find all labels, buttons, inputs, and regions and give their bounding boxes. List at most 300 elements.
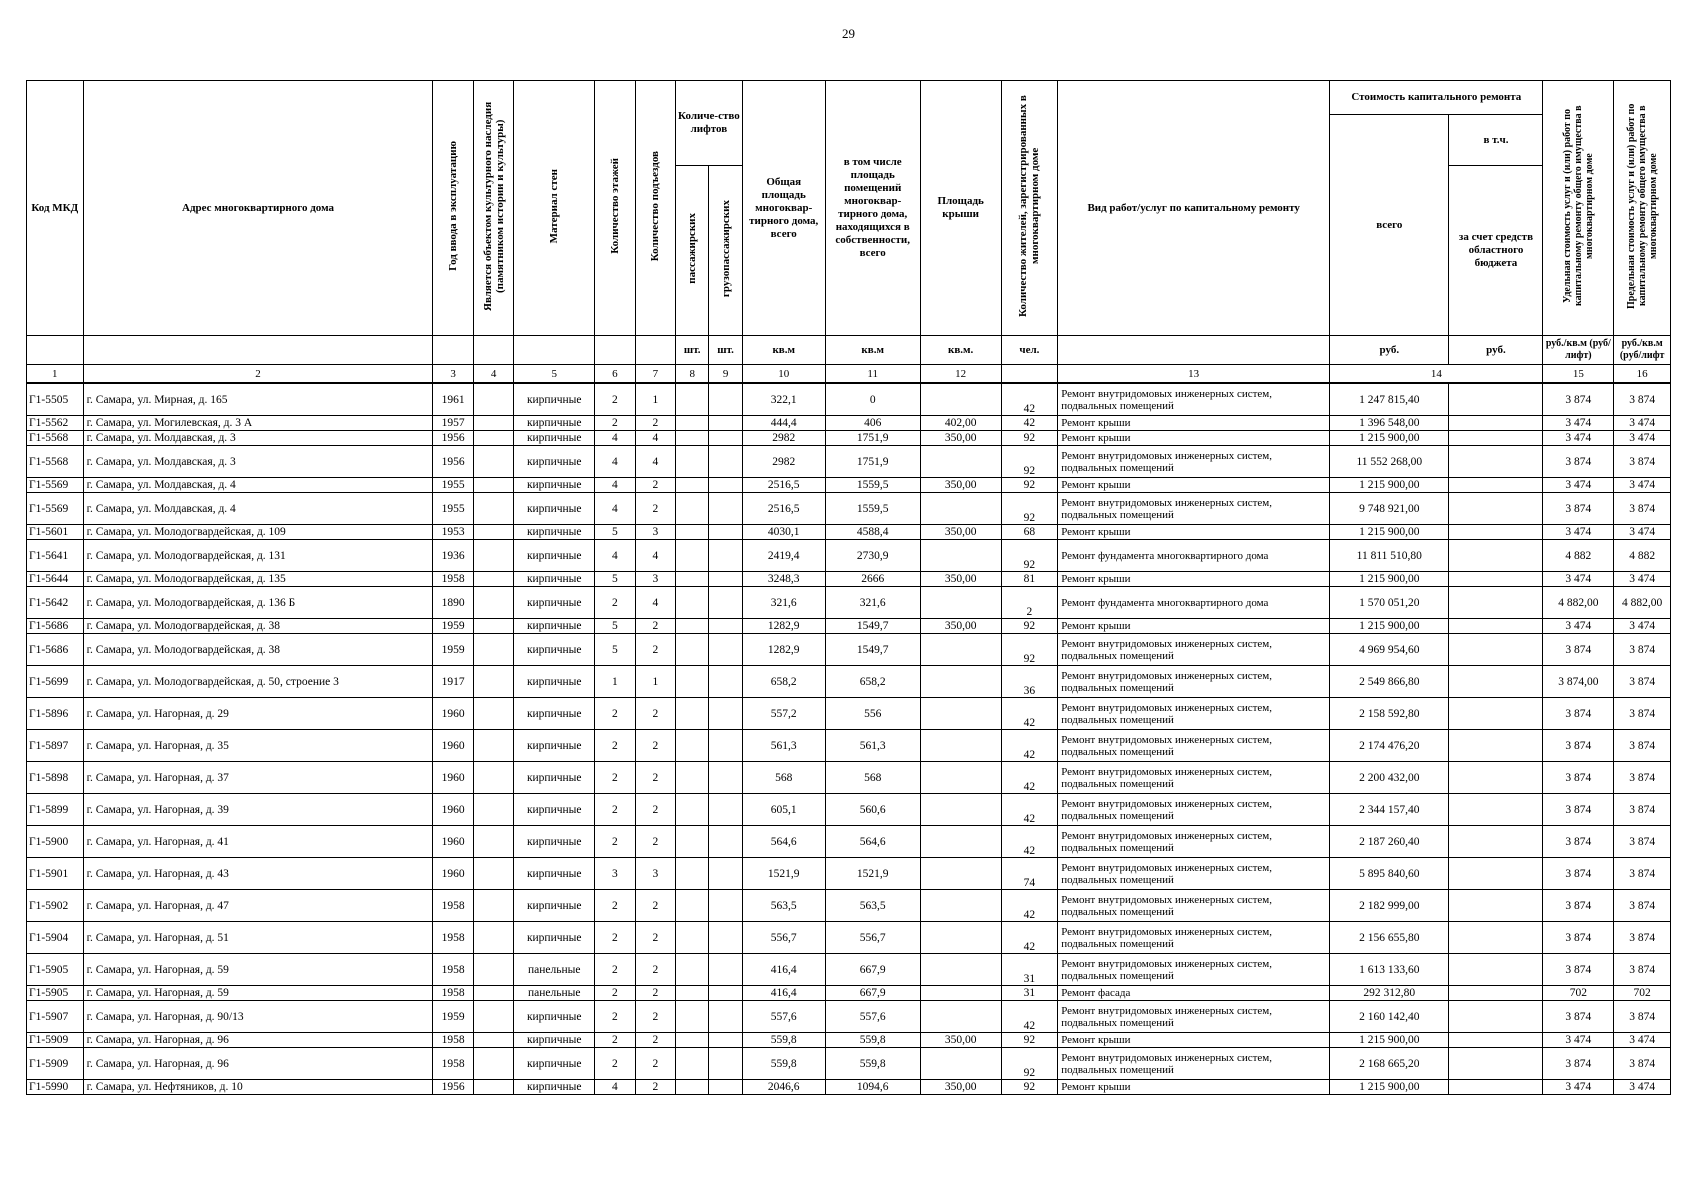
heritage-cell — [473, 446, 513, 478]
roof-area: 350,00 — [920, 619, 1001, 634]
floor-count: 3 — [595, 858, 635, 890]
max-cost: 3 874 — [1614, 698, 1671, 730]
unit-cost: 3 874 — [1543, 698, 1614, 730]
total-area: 444,4 — [742, 416, 825, 431]
cargo-lifts — [709, 1033, 742, 1048]
table-row — [27, 762, 1671, 794]
table-row — [27, 634, 1671, 666]
repair-cost-total: 1 613 133,60 — [1330, 954, 1449, 986]
residents-count: 74 — [1001, 858, 1058, 890]
total-area: 563,5 — [742, 890, 825, 922]
commission-year: 1960 — [433, 826, 473, 858]
passenger-lifts — [676, 478, 709, 493]
header-residents: Количество жителей, зарегистрированных в многоквартирном доме — [1017, 95, 1042, 317]
regional-budget — [1449, 666, 1543, 698]
max-cost: 3 874 — [1614, 1001, 1671, 1033]
mkd-address: г. Самара, ул. Нагорная, д. 96 — [83, 1048, 433, 1080]
wall-material: кирпичные — [514, 619, 595, 634]
passenger-lifts — [676, 986, 709, 1001]
repair-cost-total: 9 748 921,00 — [1330, 493, 1449, 525]
residents-count: 92 — [1001, 446, 1058, 478]
max-cost: 3 474 — [1614, 619, 1671, 634]
heritage-cell — [473, 634, 513, 666]
unit-residents: чел. — [1001, 336, 1058, 365]
mkd-code: Г1-5902 — [27, 890, 84, 922]
total-area: 321,6 — [742, 587, 825, 619]
floor-count: 2 — [595, 730, 635, 762]
column-number: 5 — [514, 365, 595, 384]
header-cost-total: всего — [1330, 115, 1449, 336]
unit-cost: 3 874,00 — [1543, 666, 1614, 698]
regional-budget — [1449, 858, 1543, 890]
max-cost: 3 874 — [1614, 858, 1671, 890]
residents-count: 42 — [1001, 890, 1058, 922]
entrance-count: 2 — [635, 922, 675, 954]
cargo-lifts — [709, 431, 742, 446]
total-area: 1521,9 — [742, 858, 825, 890]
residents-count: 92 — [1001, 619, 1058, 634]
wall-material: кирпичные — [514, 572, 595, 587]
mkd-address: г. Самара, ул. Молдавская, д. 3 — [83, 431, 433, 446]
entrance-count: 4 — [635, 446, 675, 478]
heritage-cell — [473, 858, 513, 890]
mkd-code: Г1-5990 — [27, 1080, 84, 1095]
wall-material: кирпичные — [514, 446, 595, 478]
wall-material: панельные — [514, 954, 595, 986]
mkd-code: Г1-5568 — [27, 431, 84, 446]
entrance-count: 2 — [635, 619, 675, 634]
commission-year: 1959 — [433, 619, 473, 634]
cargo-lifts — [709, 540, 742, 572]
unit-cost: 3 874 — [1543, 858, 1614, 890]
total-area: 559,8 — [742, 1048, 825, 1080]
repair-cost-total: 1 215 900,00 — [1330, 1080, 1449, 1095]
heritage-cell — [473, 1048, 513, 1080]
floor-count: 2 — [595, 762, 635, 794]
repair-cost-total: 2 187 260,40 — [1330, 826, 1449, 858]
unit-cost: 3 874 — [1543, 826, 1614, 858]
header-lifts: Количе-ство лифтов — [676, 81, 743, 166]
max-cost: 3 874 — [1614, 794, 1671, 826]
total-area: 2982 — [742, 446, 825, 478]
total-area: 556,7 — [742, 922, 825, 954]
cargo-lifts — [709, 922, 742, 954]
mkd-address: г. Самара, ул. Нагорная, д. 59 — [83, 986, 433, 1001]
passenger-lifts — [676, 794, 709, 826]
column-number: 9 — [709, 365, 742, 384]
regional-budget — [1449, 572, 1543, 587]
work-type: Ремонт крыши — [1058, 431, 1330, 446]
wall-material: панельные — [514, 986, 595, 1001]
header-roof-area: Площадь крыши — [920, 81, 1001, 336]
unit-cost: 3 474 — [1543, 431, 1614, 446]
table-row — [27, 478, 1671, 493]
mkd-code: Г1-5601 — [27, 525, 84, 540]
table-row — [27, 666, 1671, 698]
work-type: Ремонт крыши — [1058, 619, 1330, 634]
unit-cost: 4 882 — [1543, 540, 1614, 572]
header-walls: Материал стен — [548, 168, 561, 244]
roof-area — [920, 446, 1001, 478]
entrance-count: 2 — [635, 730, 675, 762]
unit-cost: 3 874 — [1543, 493, 1614, 525]
table-row — [27, 619, 1671, 634]
work-type: Ремонт внутридомовых инженерных систем, подвальных помещений — [1058, 858, 1330, 890]
residents-count: 31 — [1001, 986, 1058, 1001]
header-lifts-cargo: грузопассажирских — [719, 199, 732, 298]
wall-material: кирпичные — [514, 634, 595, 666]
table-row — [27, 1080, 1671, 1095]
passenger-lifts — [676, 572, 709, 587]
roof-area — [920, 762, 1001, 794]
mkd-code: Г1-5899 — [27, 794, 84, 826]
table-row — [27, 826, 1671, 858]
commission-year: 1960 — [433, 730, 473, 762]
wall-material: кирпичные — [514, 826, 595, 858]
total-area: 3248,3 — [742, 572, 825, 587]
mkd-code: Г1-5642 — [27, 587, 84, 619]
regional-budget — [1449, 826, 1543, 858]
cargo-lifts — [709, 730, 742, 762]
unit-cost: 3 874 — [1543, 634, 1614, 666]
owned-area: 564,6 — [825, 826, 920, 858]
commission-year: 1960 — [433, 858, 473, 890]
passenger-lifts — [676, 493, 709, 525]
commission-year: 1955 — [433, 493, 473, 525]
work-type: Ремонт внутридомовых инженерных систем, подвальных помещений — [1058, 666, 1330, 698]
owned-area: 1549,7 — [825, 634, 920, 666]
table-row — [27, 1048, 1671, 1080]
heritage-cell — [473, 922, 513, 954]
mkd-address: г. Самара, ул. Нагорная, д. 96 — [83, 1033, 433, 1048]
wall-material: кирпичные — [514, 890, 595, 922]
regional-budget — [1449, 383, 1543, 416]
passenger-lifts — [676, 858, 709, 890]
passenger-lifts — [676, 416, 709, 431]
table-header — [27, 81, 1671, 384]
repair-cost-total: 2 549 866,80 — [1330, 666, 1449, 698]
owned-area: 0 — [825, 383, 920, 416]
max-cost: 3 874 — [1614, 1048, 1671, 1080]
repair-cost-total: 1 570 051,20 — [1330, 587, 1449, 619]
residents-count: 42 — [1001, 826, 1058, 858]
unit-cost: 3 474 — [1543, 478, 1614, 493]
residents-count: 92 — [1001, 431, 1058, 446]
regional-budget — [1449, 1080, 1543, 1095]
mkd-address: г. Самара, ул. Нагорная, д. 59 — [83, 954, 433, 986]
repair-cost-total: 1 215 900,00 — [1330, 478, 1449, 493]
heritage-cell — [473, 1033, 513, 1048]
roof-area: 402,00 — [920, 416, 1001, 431]
work-type: Ремонт внутридомовых инженерных систем, подвальных помещений — [1058, 954, 1330, 986]
commission-year: 1960 — [433, 794, 473, 826]
max-cost: 3 474 — [1614, 431, 1671, 446]
roof-area — [920, 858, 1001, 890]
floor-count: 4 — [595, 540, 635, 572]
unit-cost: 3 874 — [1543, 446, 1614, 478]
mkd-address: г. Самара, ул. Мирная, д. 165 — [83, 383, 433, 416]
page-number: 29 — [842, 26, 855, 41]
residents-count: 92 — [1001, 634, 1058, 666]
regional-budget — [1449, 954, 1543, 986]
passenger-lifts — [676, 540, 709, 572]
heritage-cell — [473, 1001, 513, 1033]
work-type: Ремонт внутридомовых инженерных систем, подвальных помещений — [1058, 890, 1330, 922]
header-incl: в т.ч. — [1449, 115, 1543, 166]
column-number: 15 — [1543, 365, 1614, 384]
work-type: Ремонт внутридомовых инженерных систем, подвальных помещений — [1058, 730, 1330, 762]
residents-count: 92 — [1001, 1033, 1058, 1048]
capital-repair-table — [26, 80, 1671, 1095]
repair-cost-total: 11 811 510,80 — [1330, 540, 1449, 572]
wall-material: кирпичные — [514, 794, 595, 826]
wall-material: кирпичные — [514, 666, 595, 698]
passenger-lifts — [676, 698, 709, 730]
repair-cost-total: 1 215 900,00 — [1330, 619, 1449, 634]
total-area: 1282,9 — [742, 634, 825, 666]
residents-count: 42 — [1001, 416, 1058, 431]
regional-budget — [1449, 416, 1543, 431]
total-area: 322,1 — [742, 383, 825, 416]
commission-year: 1958 — [433, 1048, 473, 1080]
table-row — [27, 922, 1671, 954]
entrance-count: 2 — [635, 954, 675, 986]
unit-cost: 3 874 — [1543, 383, 1614, 416]
commission-year: 1959 — [433, 634, 473, 666]
mkd-address: г. Самара, ул. Молодогвардейская, д. 50, строение 3 — [83, 666, 433, 698]
residents-count: 31 — [1001, 954, 1058, 986]
entrance-count: 2 — [635, 826, 675, 858]
residents-count: 92 — [1001, 540, 1058, 572]
owned-area: 1521,9 — [825, 858, 920, 890]
repair-cost-total: 2 344 157,40 — [1330, 794, 1449, 826]
header-address: Адрес многоквартирного дома — [83, 81, 433, 336]
owned-area: 559,8 — [825, 1048, 920, 1080]
mkd-code: Г1-5909 — [27, 1033, 84, 1048]
regional-budget — [1449, 698, 1543, 730]
work-type: Ремонт внутридомовых инженерных систем, подвальных помещений — [1058, 493, 1330, 525]
cargo-lifts — [709, 634, 742, 666]
entrance-count: 2 — [635, 890, 675, 922]
floor-count: 2 — [595, 1048, 635, 1080]
repair-cost-total: 2 174 476,20 — [1330, 730, 1449, 762]
floor-count: 4 — [595, 493, 635, 525]
entrance-count: 3 — [635, 858, 675, 890]
heritage-cell — [473, 587, 513, 619]
table-row — [27, 431, 1671, 446]
owned-area: 1549,7 — [825, 619, 920, 634]
roof-area — [920, 383, 1001, 416]
unit-cost: 3 474 — [1543, 1033, 1614, 1048]
entrance-count: 2 — [635, 762, 675, 794]
work-type: Ремонт крыши — [1058, 572, 1330, 587]
regional-budget — [1449, 493, 1543, 525]
table-row — [27, 1001, 1671, 1033]
header-unit-cost: Удельная стоимость услуг и (или) работ по капитальному ремонту общего имущества в многоквартирном доме — [1561, 105, 1595, 307]
cargo-lifts — [709, 762, 742, 794]
total-area: 564,6 — [742, 826, 825, 858]
roof-area — [920, 794, 1001, 826]
owned-area: 556,7 — [825, 922, 920, 954]
column-number: 16 — [1614, 365, 1671, 384]
repair-cost-total: 2 182 999,00 — [1330, 890, 1449, 922]
cargo-lifts — [709, 794, 742, 826]
table-row — [27, 986, 1671, 1001]
mkd-address: г. Самара, ул. Молдавская, д. 4 — [83, 478, 433, 493]
max-cost: 3 874 — [1614, 890, 1671, 922]
owned-area: 1751,9 — [825, 431, 920, 446]
wall-material: кирпичные — [514, 1001, 595, 1033]
heritage-cell — [473, 416, 513, 431]
roof-area — [920, 890, 1001, 922]
wall-material: кирпичные — [514, 525, 595, 540]
regional-budget — [1449, 762, 1543, 794]
owned-area: 2666 — [825, 572, 920, 587]
roof-area — [920, 1001, 1001, 1033]
cargo-lifts — [709, 493, 742, 525]
table-row — [27, 858, 1671, 890]
entrance-count: 4 — [635, 431, 675, 446]
mkd-code: Г1-5896 — [27, 698, 84, 730]
mkd-code: Г1-5909 — [27, 1048, 84, 1080]
heritage-cell — [473, 666, 513, 698]
roof-area: 350,00 — [920, 525, 1001, 540]
column-number: 11 — [825, 365, 920, 384]
regional-budget — [1449, 634, 1543, 666]
mkd-address: г. Самара, ул. Молодогвардейская, д. 135 — [83, 572, 433, 587]
regional-budget — [1449, 1048, 1543, 1080]
owned-area: 667,9 — [825, 954, 920, 986]
owned-area: 4588,4 — [825, 525, 920, 540]
mkd-code: Г1-5644 — [27, 572, 84, 587]
header-code: Код МКД — [27, 81, 84, 336]
owned-area: 561,3 — [825, 730, 920, 762]
table-row — [27, 730, 1671, 762]
unit-cost: 3 874 — [1543, 922, 1614, 954]
unit-total-area: кв.м — [742, 336, 825, 365]
roof-area: 350,00 — [920, 1033, 1001, 1048]
heritage-cell — [473, 540, 513, 572]
regional-budget — [1449, 431, 1543, 446]
floor-count: 2 — [595, 890, 635, 922]
header-lifts-passenger: пассажирских — [686, 213, 699, 284]
commission-year: 1890 — [433, 587, 473, 619]
commission-year: 1958 — [433, 922, 473, 954]
cargo-lifts — [709, 478, 742, 493]
floor-count: 5 — [595, 572, 635, 587]
table-row — [27, 383, 1671, 416]
mkd-address: г. Самара, ул. Нагорная, д. 35 — [83, 730, 433, 762]
heritage-cell — [473, 383, 513, 416]
unit-owned-area: кв.м — [825, 336, 920, 365]
floor-count: 4 — [595, 1080, 635, 1095]
table-row — [27, 540, 1671, 572]
heritage-cell — [473, 572, 513, 587]
repair-cost-total: 5 895 840,60 — [1330, 858, 1449, 890]
work-type: Ремонт крыши — [1058, 1033, 1330, 1048]
passenger-lifts — [676, 826, 709, 858]
cargo-lifts — [709, 666, 742, 698]
commission-year: 1961 — [433, 383, 473, 416]
mkd-address: г. Самара, ул. Могилевская, д. 3 А — [83, 416, 433, 431]
max-cost: 3 874 — [1614, 762, 1671, 794]
commission-year: 1917 — [433, 666, 473, 698]
unit-cost: 3 474 — [1543, 416, 1614, 431]
floor-count: 4 — [595, 478, 635, 493]
commission-year: 1960 — [433, 762, 473, 794]
mkd-code: Г1-5905 — [27, 954, 84, 986]
cargo-lifts — [709, 572, 742, 587]
heritage-cell — [473, 730, 513, 762]
entrance-count: 2 — [635, 1001, 675, 1033]
owned-area: 1094,6 — [825, 1080, 920, 1095]
table-row — [27, 794, 1671, 826]
column-number: 8 — [676, 365, 709, 384]
total-area: 568 — [742, 762, 825, 794]
header-floors: Количество этажей — [608, 158, 621, 254]
repair-cost-total: 1 396 548,00 — [1330, 416, 1449, 431]
residents-count: 42 — [1001, 922, 1058, 954]
total-area: 2046,6 — [742, 1080, 825, 1095]
regional-budget — [1449, 986, 1543, 1001]
roof-area — [920, 922, 1001, 954]
roof-area — [920, 540, 1001, 572]
wall-material: кирпичные — [514, 493, 595, 525]
unit-roof-area: кв.м. — [920, 336, 1001, 365]
unit-cost: 3 874 — [1543, 1001, 1614, 1033]
passenger-lifts — [676, 666, 709, 698]
mkd-address: г. Самара, ул. Нагорная, д. 51 — [83, 922, 433, 954]
total-area: 416,4 — [742, 954, 825, 986]
mkd-address: г. Самара, ул. Молодогвардейская, д. 136 Б — [83, 587, 433, 619]
residents-count: 42 — [1001, 762, 1058, 794]
roof-area — [920, 493, 1001, 525]
floor-count: 5 — [595, 634, 635, 666]
regional-budget — [1449, 540, 1543, 572]
header-cost: Стоимость капитального ремонта — [1330, 81, 1543, 115]
wall-material: кирпичные — [514, 478, 595, 493]
repair-cost-total: 2 160 142,40 — [1330, 1001, 1449, 1033]
floor-count: 2 — [595, 416, 635, 431]
max-cost: 3 874 — [1614, 826, 1671, 858]
wall-material: кирпичные — [514, 431, 595, 446]
residents-count: 42 — [1001, 1001, 1058, 1033]
mkd-code: Г1-5901 — [27, 858, 84, 890]
total-area: 559,8 — [742, 1033, 825, 1048]
unit-cost-total: руб. — [1330, 336, 1449, 365]
entrance-count: 1 — [635, 666, 675, 698]
passenger-lifts — [676, 730, 709, 762]
table-row — [27, 525, 1671, 540]
header-work-type: Вид работ/услуг по капитальному ремонту — [1058, 81, 1330, 336]
passenger-lifts — [676, 383, 709, 416]
table-row — [27, 493, 1671, 525]
wall-material: кирпичные — [514, 1048, 595, 1080]
work-type: Ремонт крыши — [1058, 478, 1330, 493]
passenger-lifts — [676, 1080, 709, 1095]
column-number: 12 — [920, 365, 1001, 384]
mkd-code: Г1-5900 — [27, 826, 84, 858]
passenger-lifts — [676, 634, 709, 666]
regional-budget — [1449, 730, 1543, 762]
residents-count: 92 — [1001, 1048, 1058, 1080]
unit-regional: руб. — [1449, 336, 1543, 365]
residents-count: 92 — [1001, 1080, 1058, 1095]
total-area: 557,2 — [742, 698, 825, 730]
table-row — [27, 1033, 1671, 1048]
entrance-count: 2 — [635, 478, 675, 493]
table-row — [27, 698, 1671, 730]
